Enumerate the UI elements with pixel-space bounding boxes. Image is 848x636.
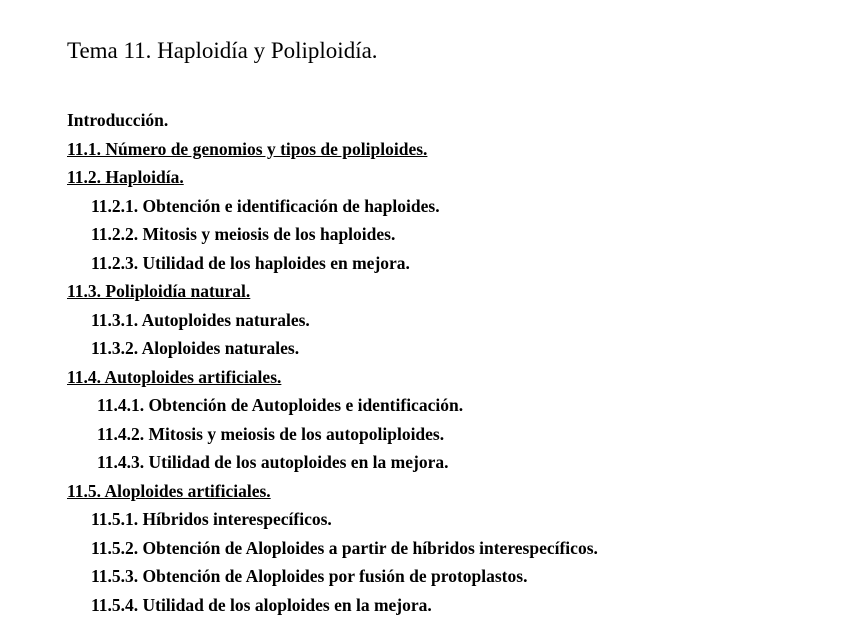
toc-subsection-11-5-2: 11.5.2. Obtención de Aloploides a partir de híbridos interespecíficos. (91, 537, 598, 558)
toc-subsection-11-5-3: 11.5.3. Obtención de Aloploides por fusión de protoplastos. (91, 566, 528, 586)
toc-subsection-11-4-2: 11.4.2. Mitosis y meiosis de los autopoliploides. (97, 423, 445, 444)
toc-section-11-3: 11.3. Poliploidía natural. (67, 281, 251, 301)
toc-introduction: Introducción. (67, 110, 169, 130)
toc-subsection-11-5-1: 11.5.1. Híbridos interespecíficos. (91, 509, 332, 529)
toc-subsection-11-2-1: 11.2.1. Obtención e identificación de haploides. (91, 195, 440, 216)
toc-subsection-11-3-2: 11.3.2. Aloploides naturales. (91, 338, 300, 358)
toc-subsection-11-4-3: 11.4.3. Utilidad de los autoploides en la mejora. (97, 452, 449, 472)
page-title: Tema 11. Haploidía y Poliploidía. (67, 38, 378, 63)
toc-subsection-11-3-1: 11.3.1. Autoploides naturales. (91, 309, 310, 330)
toc-section-11-5: 11.5. Aloploides artificiales. (67, 480, 271, 501)
toc-section-11-2: 11.2. Haploidía. (67, 167, 184, 187)
table-of-contents (67, 106, 598, 619)
toc-section-11-1: 11.1. Número de genomios y tipos de poliploides. (67, 138, 428, 159)
toc-section-11-4: 11.4. Autoploides artificiales. (67, 366, 282, 387)
toc-subsection-11-4-1: 11.4.1. Obtención de Autoploides e identificación. (97, 395, 464, 415)
toc-subsection-11-2-2: 11.2.2. Mitosis y meiosis de los haploides. (91, 224, 396, 244)
toc-subsection-11-2-3: 11.2.3. Utilidad de los haploides en mejora. (91, 252, 410, 273)
toc-subsection-11-5-4: 11.5.4. Utilidad de los aloploides en la mejora. (91, 594, 432, 615)
